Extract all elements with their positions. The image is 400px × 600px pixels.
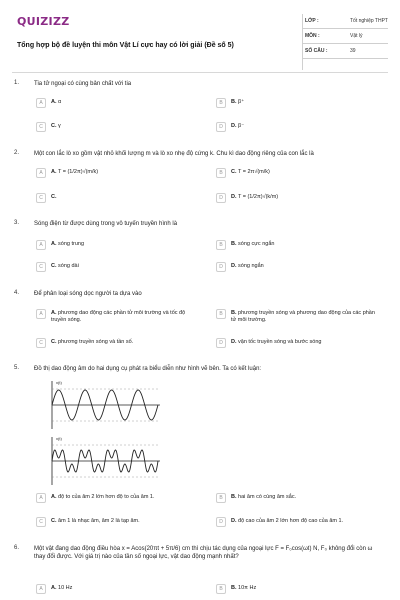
option-badge: A: [36, 493, 46, 503]
option-badge: B: [216, 240, 226, 250]
option-text: phương truyền sóng và phương dao động của các phần tử môi trường.: [231, 310, 375, 323]
option-text: sóng ngắn: [238, 263, 264, 269]
question-number: 2.: [14, 150, 20, 156]
option-badge: B: [216, 309, 226, 319]
option-lead: C.: [51, 123, 57, 129]
question-stem: Sóng điện từ được dùng trong vô tuyến truyền hình là: [34, 221, 178, 227]
option-lead: B.: [231, 494, 237, 500]
option-badge: D: [216, 338, 226, 348]
header-divider: [12, 72, 388, 73]
meta-value: Tốt nghiệp THPT: [350, 18, 388, 24]
option-text: âm 1 là nhạc âm, âm 2 là tạp âm.: [58, 518, 140, 524]
document-header: [12, 10, 388, 68]
meta-value: Vật lý: [350, 33, 363, 39]
option-text: hai âm có cùng âm sắc.: [238, 494, 297, 500]
question-number: 1.: [14, 80, 20, 86]
option-lead: C.: [51, 194, 57, 200]
meta-row-subject: [302, 29, 388, 44]
question-stem: Một vật đang dao động điều hòa x = Acos(20πt + 5π/6) cm thì chịu tác dụng của ngoại lực F = F₀cos(ωt) N, F₀ không đổi còn ω thay đổi được. Với giá trị nào của tần số ngoại lực, vật dao động mạnh nhất?: [34, 546, 373, 560]
waveform-2-label: x(t): [56, 436, 62, 441]
option-badge: C: [36, 517, 46, 527]
meta-value: 39: [350, 48, 356, 54]
option-lead: A.: [51, 494, 57, 500]
option-badge: A: [36, 309, 46, 319]
option-badge: A: [36, 98, 46, 108]
option-badge: B: [216, 584, 226, 594]
option-text: T = (1/2π)√(k/m): [237, 194, 279, 200]
option-text: T = 2π√(m/k): [237, 169, 270, 175]
document-title: Tổng hợp bộ đề luyện thi môn Vật Lí cực hay có lời giải (Đề số 5): [17, 42, 234, 49]
question-stem: Một con lắc lò xo gồm vật nhỏ khối lượng m và lò xo nhẹ độ cứng k. Chu kì dao động riêng của con lắc là: [34, 151, 314, 157]
meta-row-class: [302, 14, 388, 29]
option-lead: D.: [231, 339, 237, 345]
option-lead: A.: [51, 241, 57, 247]
option-lead: B.: [231, 585, 237, 591]
meta-key: SỐ CÂU :: [305, 48, 328, 54]
option-badge: D: [216, 262, 226, 272]
option-lead: A.: [51, 310, 57, 316]
option-lead: B.: [231, 99, 237, 105]
option-text: 10π Hz: [238, 585, 257, 591]
option-lead: D.: [231, 123, 237, 129]
option-lead: B.: [231, 310, 237, 316]
option-text: sóng cực ngắn: [238, 241, 275, 247]
question-stem: Tia tử ngoại có cùng bản chất với tia: [34, 81, 132, 87]
option-text: vận tốc truyền sóng và bước sóng: [238, 339, 322, 345]
meta-row-count: [302, 44, 388, 59]
option-lead: C.: [51, 339, 57, 345]
meta-key: MÔN :: [305, 33, 320, 39]
question-number: 5.: [14, 365, 20, 371]
option-lead: B.: [231, 241, 237, 247]
option-badge: D: [216, 517, 226, 527]
option-lead: C.: [51, 518, 57, 524]
option-text: γ: [58, 123, 61, 129]
option-badge: B: [216, 493, 226, 503]
option-text: sóng dài: [58, 263, 79, 269]
waveform-1-label: x(t): [56, 380, 62, 385]
option-text: 10 Hz: [58, 585, 73, 591]
meta-table: [302, 14, 388, 59]
question-number: 3.: [14, 220, 20, 226]
option-text: độ cao của âm 2 lớn hơn độ cao của âm 1.: [238, 518, 344, 524]
option-badge: B: [216, 168, 226, 178]
option-badge: D: [216, 122, 226, 132]
option-badge: D: [216, 193, 226, 203]
quizizz-logo: QUIZIZZ: [17, 15, 70, 28]
option-text: sóng trung: [58, 241, 85, 247]
option-text: β⁻: [238, 123, 245, 129]
option-text: độ to của âm 2 lớn hơn độ to của âm 1.: [58, 494, 155, 500]
option-badge: A: [36, 240, 46, 250]
option-text: T = (1/2π)√(m/k): [57, 169, 99, 175]
meta-key: LỚP :: [305, 18, 319, 24]
option-badge: A: [36, 584, 46, 594]
option-badge: C: [36, 122, 46, 132]
option-text: α: [58, 99, 62, 105]
option-lead: D.: [231, 263, 237, 269]
question-stem: Để phân loại sóng dọc người ta dựa vào: [34, 291, 142, 297]
sound-waveform-figure: [46, 377, 166, 489]
option-badge: C: [36, 262, 46, 272]
option-lead: A.: [51, 99, 57, 105]
option-lead: C.: [51, 263, 57, 269]
option-lead: C.: [231, 169, 237, 175]
question-number: 6.: [14, 545, 20, 551]
option-badge: A: [36, 168, 46, 178]
option-lead: A.: [51, 585, 57, 591]
option-lead: D.: [231, 194, 237, 200]
option-text: phương dao động các phần tử môi trường và tốc độ truyền sóng.: [51, 310, 186, 323]
question-number: 4.: [14, 290, 20, 296]
option-badge: B: [216, 98, 226, 108]
option-badge: C: [36, 193, 46, 203]
option-lead: D.: [231, 518, 237, 524]
question-stem: Đồ thị dao động âm do hai dụng cụ phát ra biểu diễn như hình vẽ bên. Ta có kết luận:: [34, 366, 262, 372]
option-text: phương truyền sóng và tần số.: [58, 339, 134, 345]
option-badge: C: [36, 338, 46, 348]
option-text: β⁺: [238, 99, 245, 105]
option-lead: A.: [51, 169, 57, 175]
